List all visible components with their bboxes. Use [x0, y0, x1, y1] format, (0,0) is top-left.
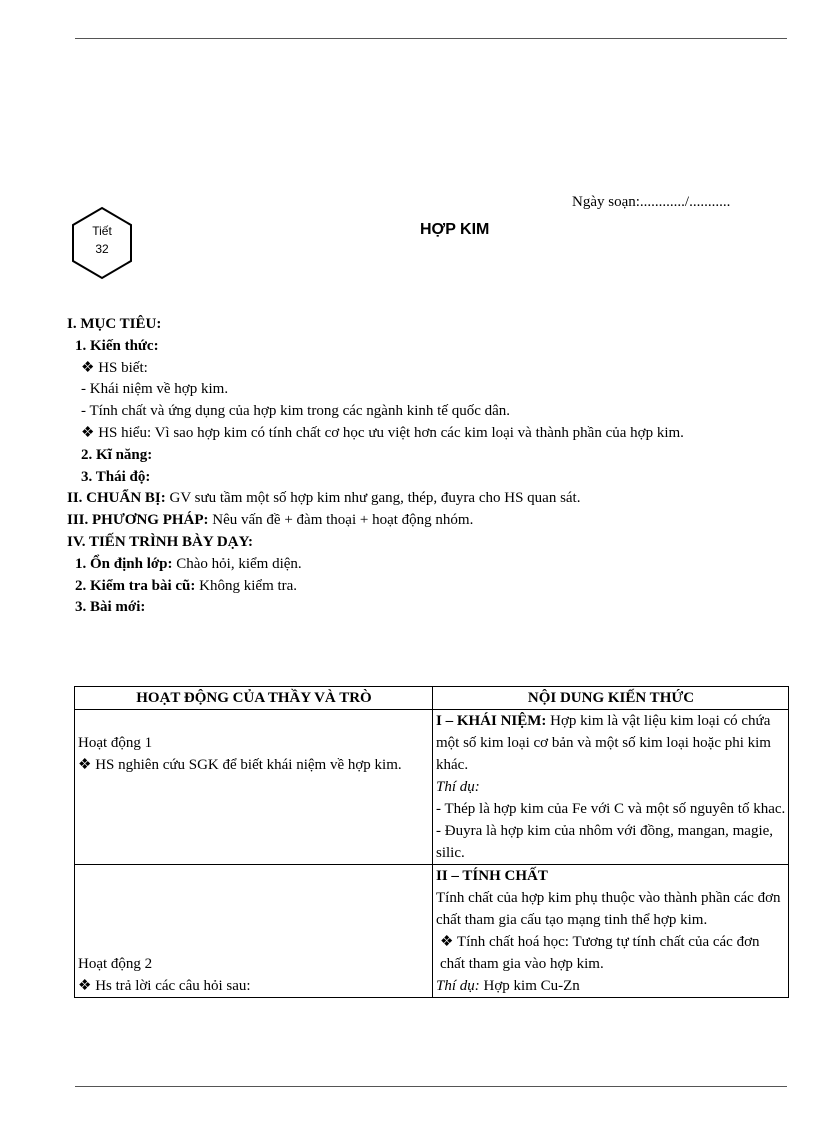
knows-intro: ❖ HS biết:	[81, 359, 148, 376]
objectives-heading: I. MỤC TIÊU:	[67, 316, 162, 332]
content-cell	[433, 865, 789, 998]
table-header-row	[75, 687, 789, 710]
activity-title: Hoạt động 1	[78, 735, 153, 751]
method-heading: III. PHƯƠNG PHÁP:	[67, 512, 209, 529]
process-step-1: 1. Ổn định lớp: Chào hỏi, kiểm diện.	[75, 555, 302, 572]
top-rule	[75, 38, 787, 39]
knows-item-1: - Khái niệm về hợp kim.	[81, 381, 229, 398]
example-item: - Thép là hợp kim của Fe với C và một số nguyên tố khac.	[436, 801, 786, 817]
table-header-content: NỘI DUNG KIẾN THỨC	[433, 687, 789, 710]
example-line: Thí dụ: Hợp kim Cu-Zn	[436, 978, 580, 994]
table-header-activities: HOẠT ĐỘNG CỦA THẦY VÀ TRÒ	[75, 687, 433, 710]
method	[67, 510, 789, 532]
activity-text: ❖ HS nghiên cứu SGK để biết khái niệm về hợp kim.	[78, 757, 402, 773]
lesson-badge	[70, 222, 134, 258]
table-row	[75, 710, 789, 865]
process-step-3: 3. Bài mới:	[75, 599, 146, 616]
preparation	[67, 488, 789, 510]
table-row	[75, 865, 789, 998]
knows-item-2: - Tính chất và ứng dụng của hợp kim trong các ngành kinh tế quốc dân.	[81, 403, 511, 420]
knowledge-label: 1. Kiến thức:	[75, 337, 159, 354]
example-label: Thí dụ:	[436, 779, 480, 795]
activity-text: ❖ Hs trả lời các câu hỏi sau:	[78, 978, 251, 994]
skills-label: 2. Kĩ năng:	[81, 446, 153, 463]
content-heading: II – TÍNH CHẤT	[436, 868, 548, 884]
content-cell	[433, 710, 789, 865]
bottom-rule	[75, 1086, 787, 1087]
date-prepared: Ngày soạn:............/...........	[572, 194, 731, 210]
activity-cell	[75, 865, 433, 998]
activity-cell	[75, 710, 433, 865]
understands-text: ❖ HS hiểu: Vì sao hợp kim có tính chất cơ học ưu việt hơn các kim loại và thành phần của hợp kim.	[81, 424, 684, 441]
process-heading: IV. TIẾN TRÌNH BÀY DẠY:	[67, 533, 254, 550]
lesson-badge-label: Tiết	[92, 224, 112, 238]
lesson-table	[74, 686, 789, 998]
lesson-body	[67, 314, 789, 619]
preparation-heading: II. CHUẨN BỊ:	[67, 490, 166, 507]
attitude-label: 3. Thái độ:	[81, 468, 151, 485]
page-title: HỢP KIM	[420, 221, 490, 238]
preparation-text: GV sưu tầm một số hợp kim như gang, thép, đuyra cho HS quan sát.	[165, 490, 581, 507]
chem-property-text: ❖ Tính chất hoá học: Tương tự tính chất của các đơn chất tham gia vào hợp kim.	[440, 934, 760, 972]
lesson-badge-number: 32	[95, 242, 109, 256]
example-item: - Đuyra là hợp kim của nhôm với đồng, mangan, magie, silic.	[436, 823, 774, 861]
activity-title: Hoạt động 2	[78, 956, 153, 972]
method-text: Nêu vấn đề + đàm thoại + hoạt động nhóm.	[208, 512, 474, 529]
content-text: Tính chất của hợp kim phụ thuộc vào thành phần các đơn chất tham gia cấu tạo mạng tinh thể hợp kim.	[436, 890, 781, 928]
process-step-2: 2. Kiểm tra bài cũ: Không kiểm tra.	[75, 577, 298, 594]
content-definition: I – KHÁI NIỆM: Hợp kim là vật liệu kim loại có chứa một số kim loại cơ bản và một số kim loại hoặc phi kim khác.	[436, 713, 771, 773]
